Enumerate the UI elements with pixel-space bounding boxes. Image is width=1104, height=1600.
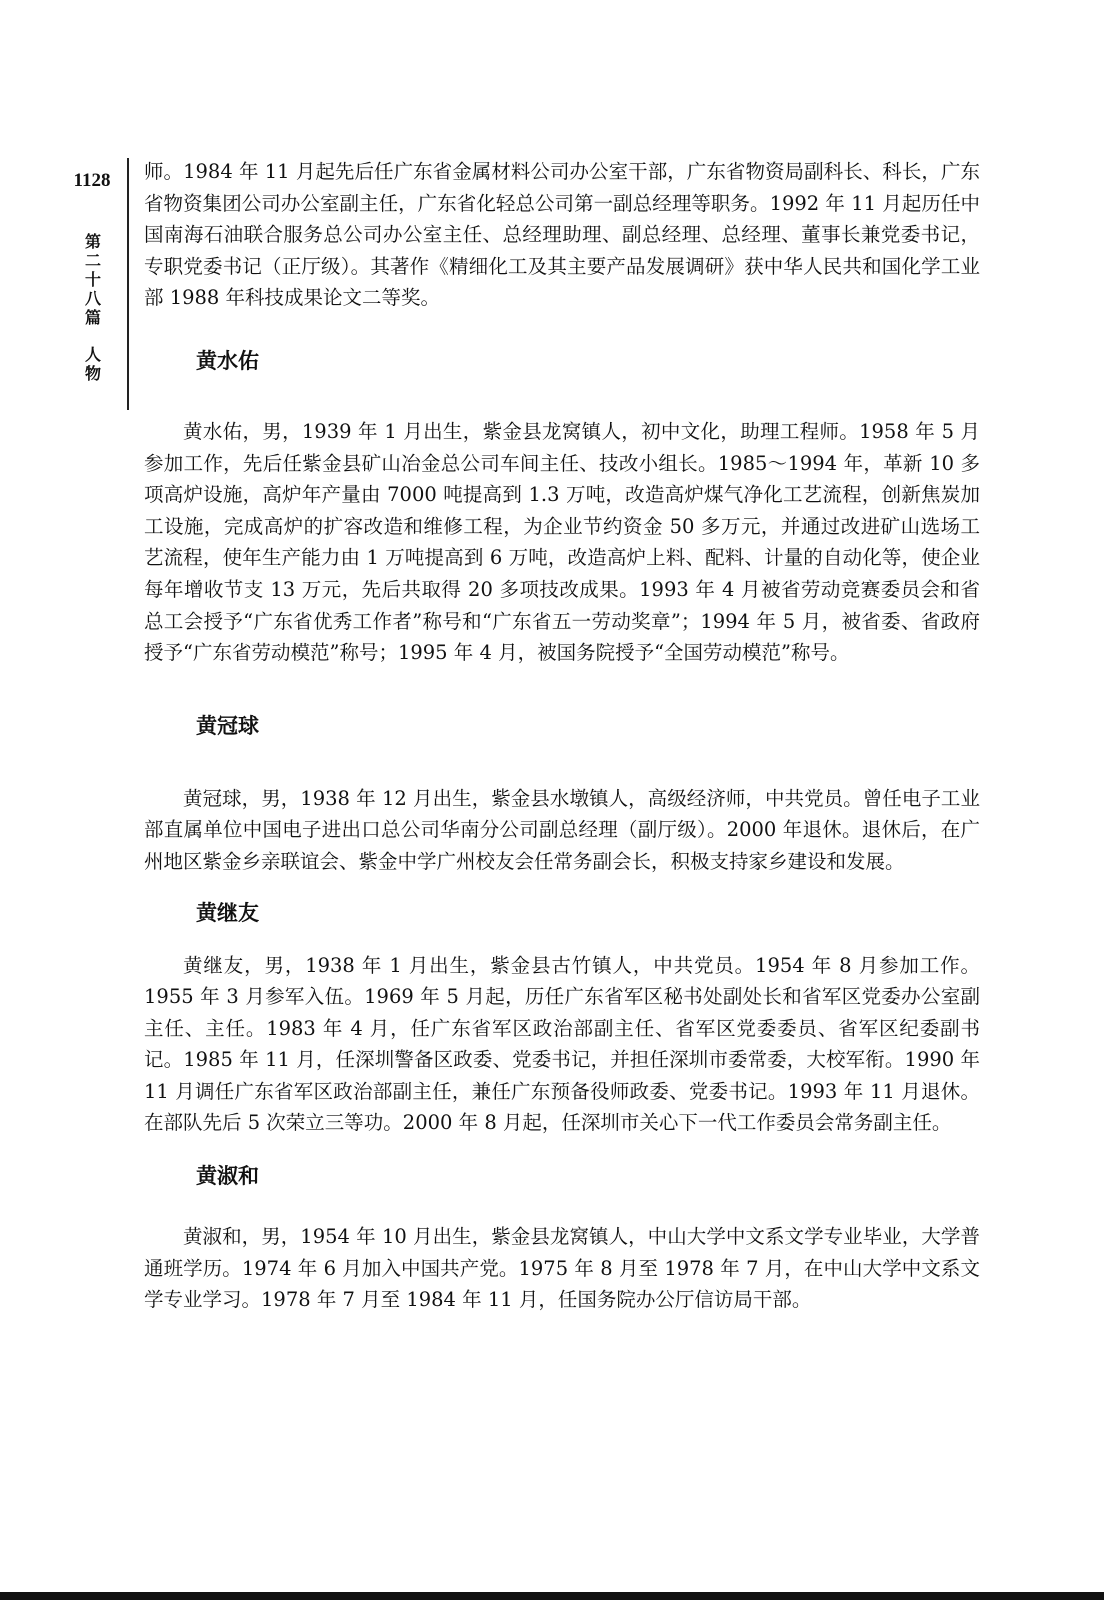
margin-divider: [127, 158, 129, 410]
side-title-char: 第: [84, 232, 101, 251]
biography-paragraph: 黄继友，男，1938 年 1 月出生，紫金县古竹镇人，中共党员。1954 年 8 月参加工作。1955 年 3 月参军入伍。1969 年 5 月起，历任广东省军区秘书处副处长和省军区党委办公室副主任、主任。1983 年 4 月，任广东省军区政治部副主任、省军区党委委员、省军区纪委副书记。1985 年 11 月，任深圳警备区政委、党委书记，并担任深圳市委常委，大校军衔。1990 年 11 月调任广东省军区政治部副主任，兼任广东预备役师政委、党委书记。1993 年 11 月退休。在部队先后 5 次荣立三等功。2000 年 8 月起，任深圳市关心下一代工作委员会常务副主任。: [144, 953, 980, 1135]
person-heading: 黄冠球: [196, 713, 259, 738]
side-title-char: 人: [84, 345, 101, 364]
scan-edge: [0, 1592, 1104, 1600]
biography-paragraph: 黄冠球，男，1938 年 12 月出生，紫金县水墩镇人，高级经济师，中共党员。曾任电子工业部直属单位中国电子进出口总公司华南分公司副总经理（副厅级）。2000 年退休。退休后，在广州地区紫金乡亲联谊会、紫金中学广州校友会任常务副会长，积极支持家乡建设和发展。: [144, 786, 980, 873]
biography-paragraph: 黄淑和，男，1954 年 10 月出生，紫金县龙窝镇人，中山大学中文系文学专业毕业，大学普通班学历。1974 年 6 月加入中国共产党。1975 年 8 月至 1978 年 7 月，在中山大学中文系文学专业学习。1978 年 7 月至 1984 年 11 月，任国务院办公厅信访局干部。: [144, 1225, 980, 1312]
person-heading: 黄淑和: [196, 1164, 259, 1189]
side-title-char: 二: [84, 251, 101, 270]
person-heading: 黄继友: [196, 900, 259, 925]
side-title-char: 十: [84, 270, 101, 289]
biography-paragraph: 师。1984 年 11 月起先后任广东省金属材料公司办公室干部，广东省物资局副科长、科长，广东省物资集团公司办公室副主任，广东省化轻总公司第一副总经理等职务。1992 年 11 月起历任中国南海石油联合服务总公司办公室主任、总经理助理、副总经理、总经理、董事长兼党委书记，专职党委书记（正厅级）。其著作《精细化工及其主要产品发展调研》获中华人民共和国化学工业部 1988 年科技成果论文二等奖。: [144, 160, 980, 310]
chapter-side-title: [82, 232, 104, 383]
biography-paragraph: 黄水佑，男，1939 年 1 月出生，紫金县龙窝镇人，初中文化，助理工程师。1958 年 5 月参加工作，先后任紫金县矿山冶金总公司车间主任、技改小组长。1985～1994 年，革新 10 多项高炉设施，高炉年产量由 7000 吨提高到 1.3 万吨，改造高炉煤气净化工艺流程，创新焦炭加工设施，完成高炉的扩容改造和维修工程，为企业节约资金 50 多万元，并通过改进矿山选场工艺流程，使年生产能力由 1 万吨提高到 6 万吨，改造高炉上料、配料、计量的自动化等，使企业每年增收节支 13 万元，先后共取得 20 多项技改成果。1993 年 4 月被省劳动竞赛委员会和省总工会授予“广东省优秀工作者”称号和“广东省五一劳动奖章”；1994 年 5 月，被省委、省政府授予“广东省劳动模范”称号；1995 年 4 月，被国务院授予“全国劳动模范”称号。: [144, 419, 980, 665]
page-content: [144, 156, 980, 1316]
page-number: 1128: [73, 170, 111, 191]
side-title-char: 物: [84, 364, 101, 383]
page-margin: [62, 170, 122, 410]
side-title-char: 篇: [84, 308, 101, 327]
side-title-char: 八: [84, 289, 101, 308]
person-heading: 黄水佑: [196, 348, 259, 373]
